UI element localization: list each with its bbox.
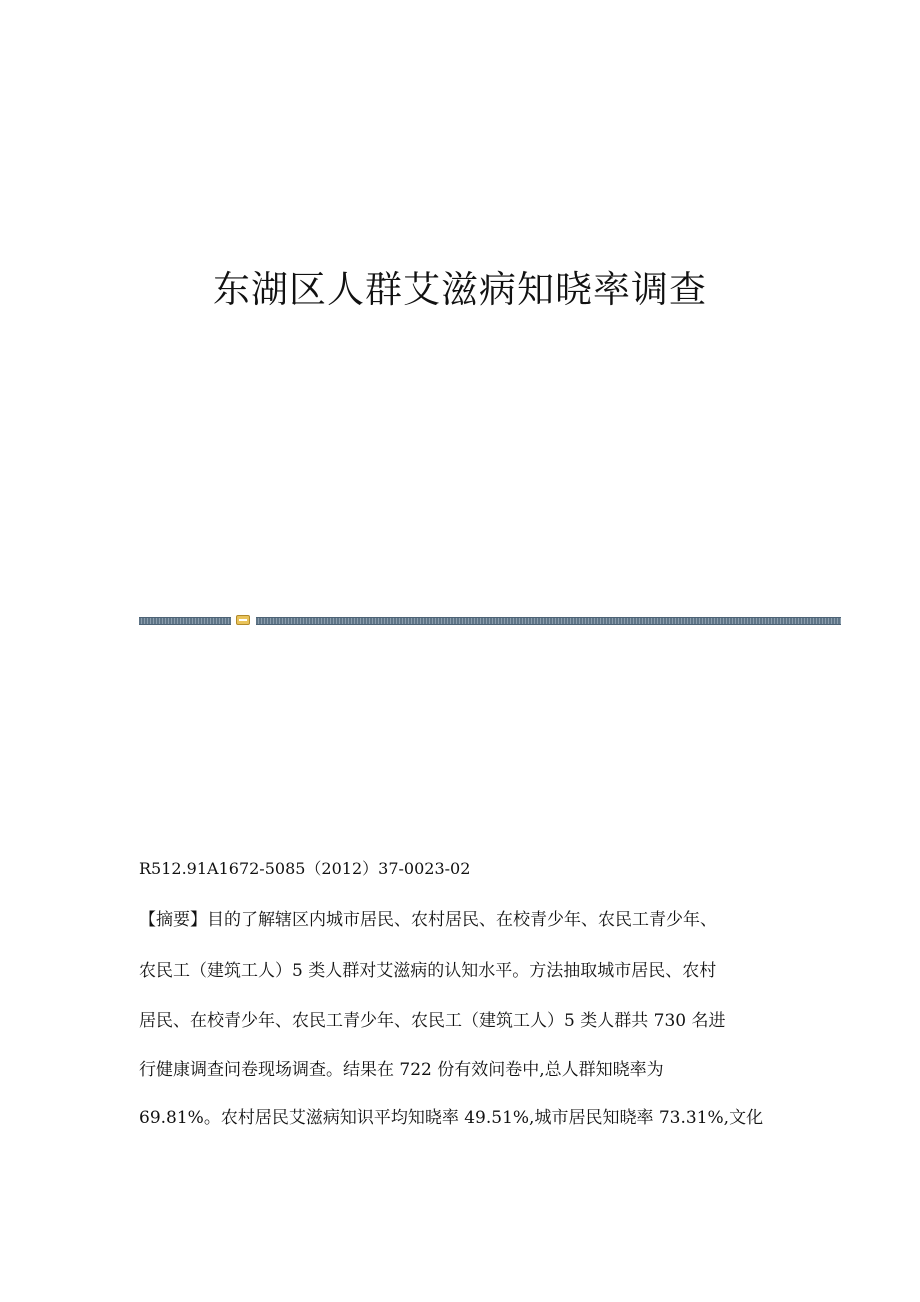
- title-divider: [139, 614, 841, 626]
- abstract-line-4: 行健康调查问卷现场调查。结果在 722 份有效问卷中,总人群知晓率为: [139, 1060, 664, 1080]
- abstract-line-5: 69.81%。农村居民艾滋病知识平均知晓率 49.51%,城市居民知晓率 73.31%,文化: [139, 1108, 764, 1128]
- divider-bar-right: [256, 617, 841, 625]
- abstract-line-2: 农民工（建筑工人）5 类人群对艾滋病的认知水平。方法抽取城市居民、农村: [139, 961, 717, 981]
- page-title: 东湖区人群艾滋病知晓率调查: [213, 268, 707, 311]
- abstract-line-1: 【摘要】目的了解辖区内城市居民、农村居民、在校青少年、农民工青少年、: [139, 910, 717, 930]
- abstract-line-3: 居民、在校青少年、农民工青少年、农民工（建筑工人）5 类人群共 730 名进: [139, 1011, 726, 1031]
- classification-code: R512.91A1672-5085（2012）37-0023-02: [139, 859, 471, 878]
- divider-bar-left: [139, 617, 231, 625]
- divider-emblem-icon: [236, 615, 250, 625]
